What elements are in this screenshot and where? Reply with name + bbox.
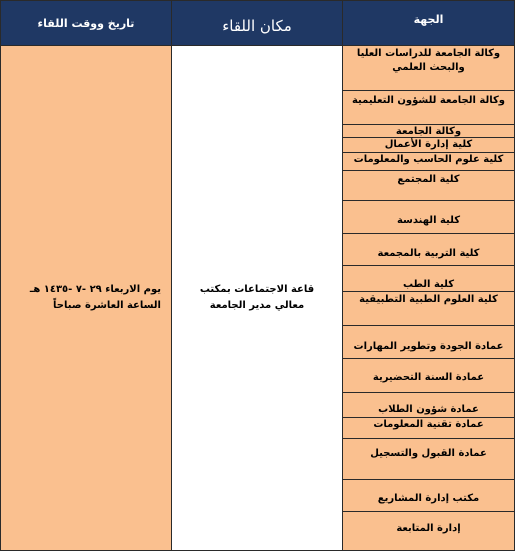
party-row: كلية الهندسة — [342, 200, 515, 234]
meeting-place: قاعة الاجتماعات بمكتب معالي مدير الجامعة — [199, 284, 315, 311]
header-party: الجهة — [342, 0, 515, 46]
party-row: كلية التربية بالمجمعة — [342, 233, 515, 266]
party-row: عمادة القبول والتسجيل — [342, 438, 515, 480]
header-date-time: تاريخ ووقت اللقاء — [0, 0, 172, 46]
meeting-date: يوم الاربعاء ٢٩ -٧ -١٤٣٥ هـ — [29, 284, 161, 295]
meeting-date-cell — [0, 45, 172, 551]
party-row: كلية علوم الحاسب والمعلومات — [342, 152, 515, 171]
party-row: كلية المجتمع — [342, 170, 515, 201]
party-row: عمادة السنة التحضيرية — [342, 358, 515, 393]
party-row: وكالة الجامعة — [342, 124, 515, 138]
party-row: وكالة الجامعة للشؤون التعليمية — [342, 90, 515, 125]
meeting-date-text — [11, 282, 161, 314]
party-row: كلية العلوم الطبية التطبيقية — [342, 291, 515, 326]
party-row: عمادة الجودة وتطوير المهارات — [342, 325, 515, 359]
party-row: كلية إدارة الأعمال — [342, 137, 515, 153]
party-row: عمادة شؤون الطلاب — [342, 392, 515, 418]
meeting-time: الساعة العاشرة صباحاً — [53, 300, 161, 311]
meeting-place-cell — [171, 45, 343, 551]
party-row: إدارة المتابعة — [342, 511, 515, 551]
party-row: عمادة تقنية المعلومات — [342, 417, 515, 439]
header-place: مكان اللقاء — [171, 0, 343, 46]
party-row: وكالة الجامعة للدراسات العليا والبحث العلمي — [342, 45, 515, 91]
party-row: مكتب إدارة المشاريع — [342, 479, 515, 512]
party-row: كلية الطب — [342, 265, 515, 292]
